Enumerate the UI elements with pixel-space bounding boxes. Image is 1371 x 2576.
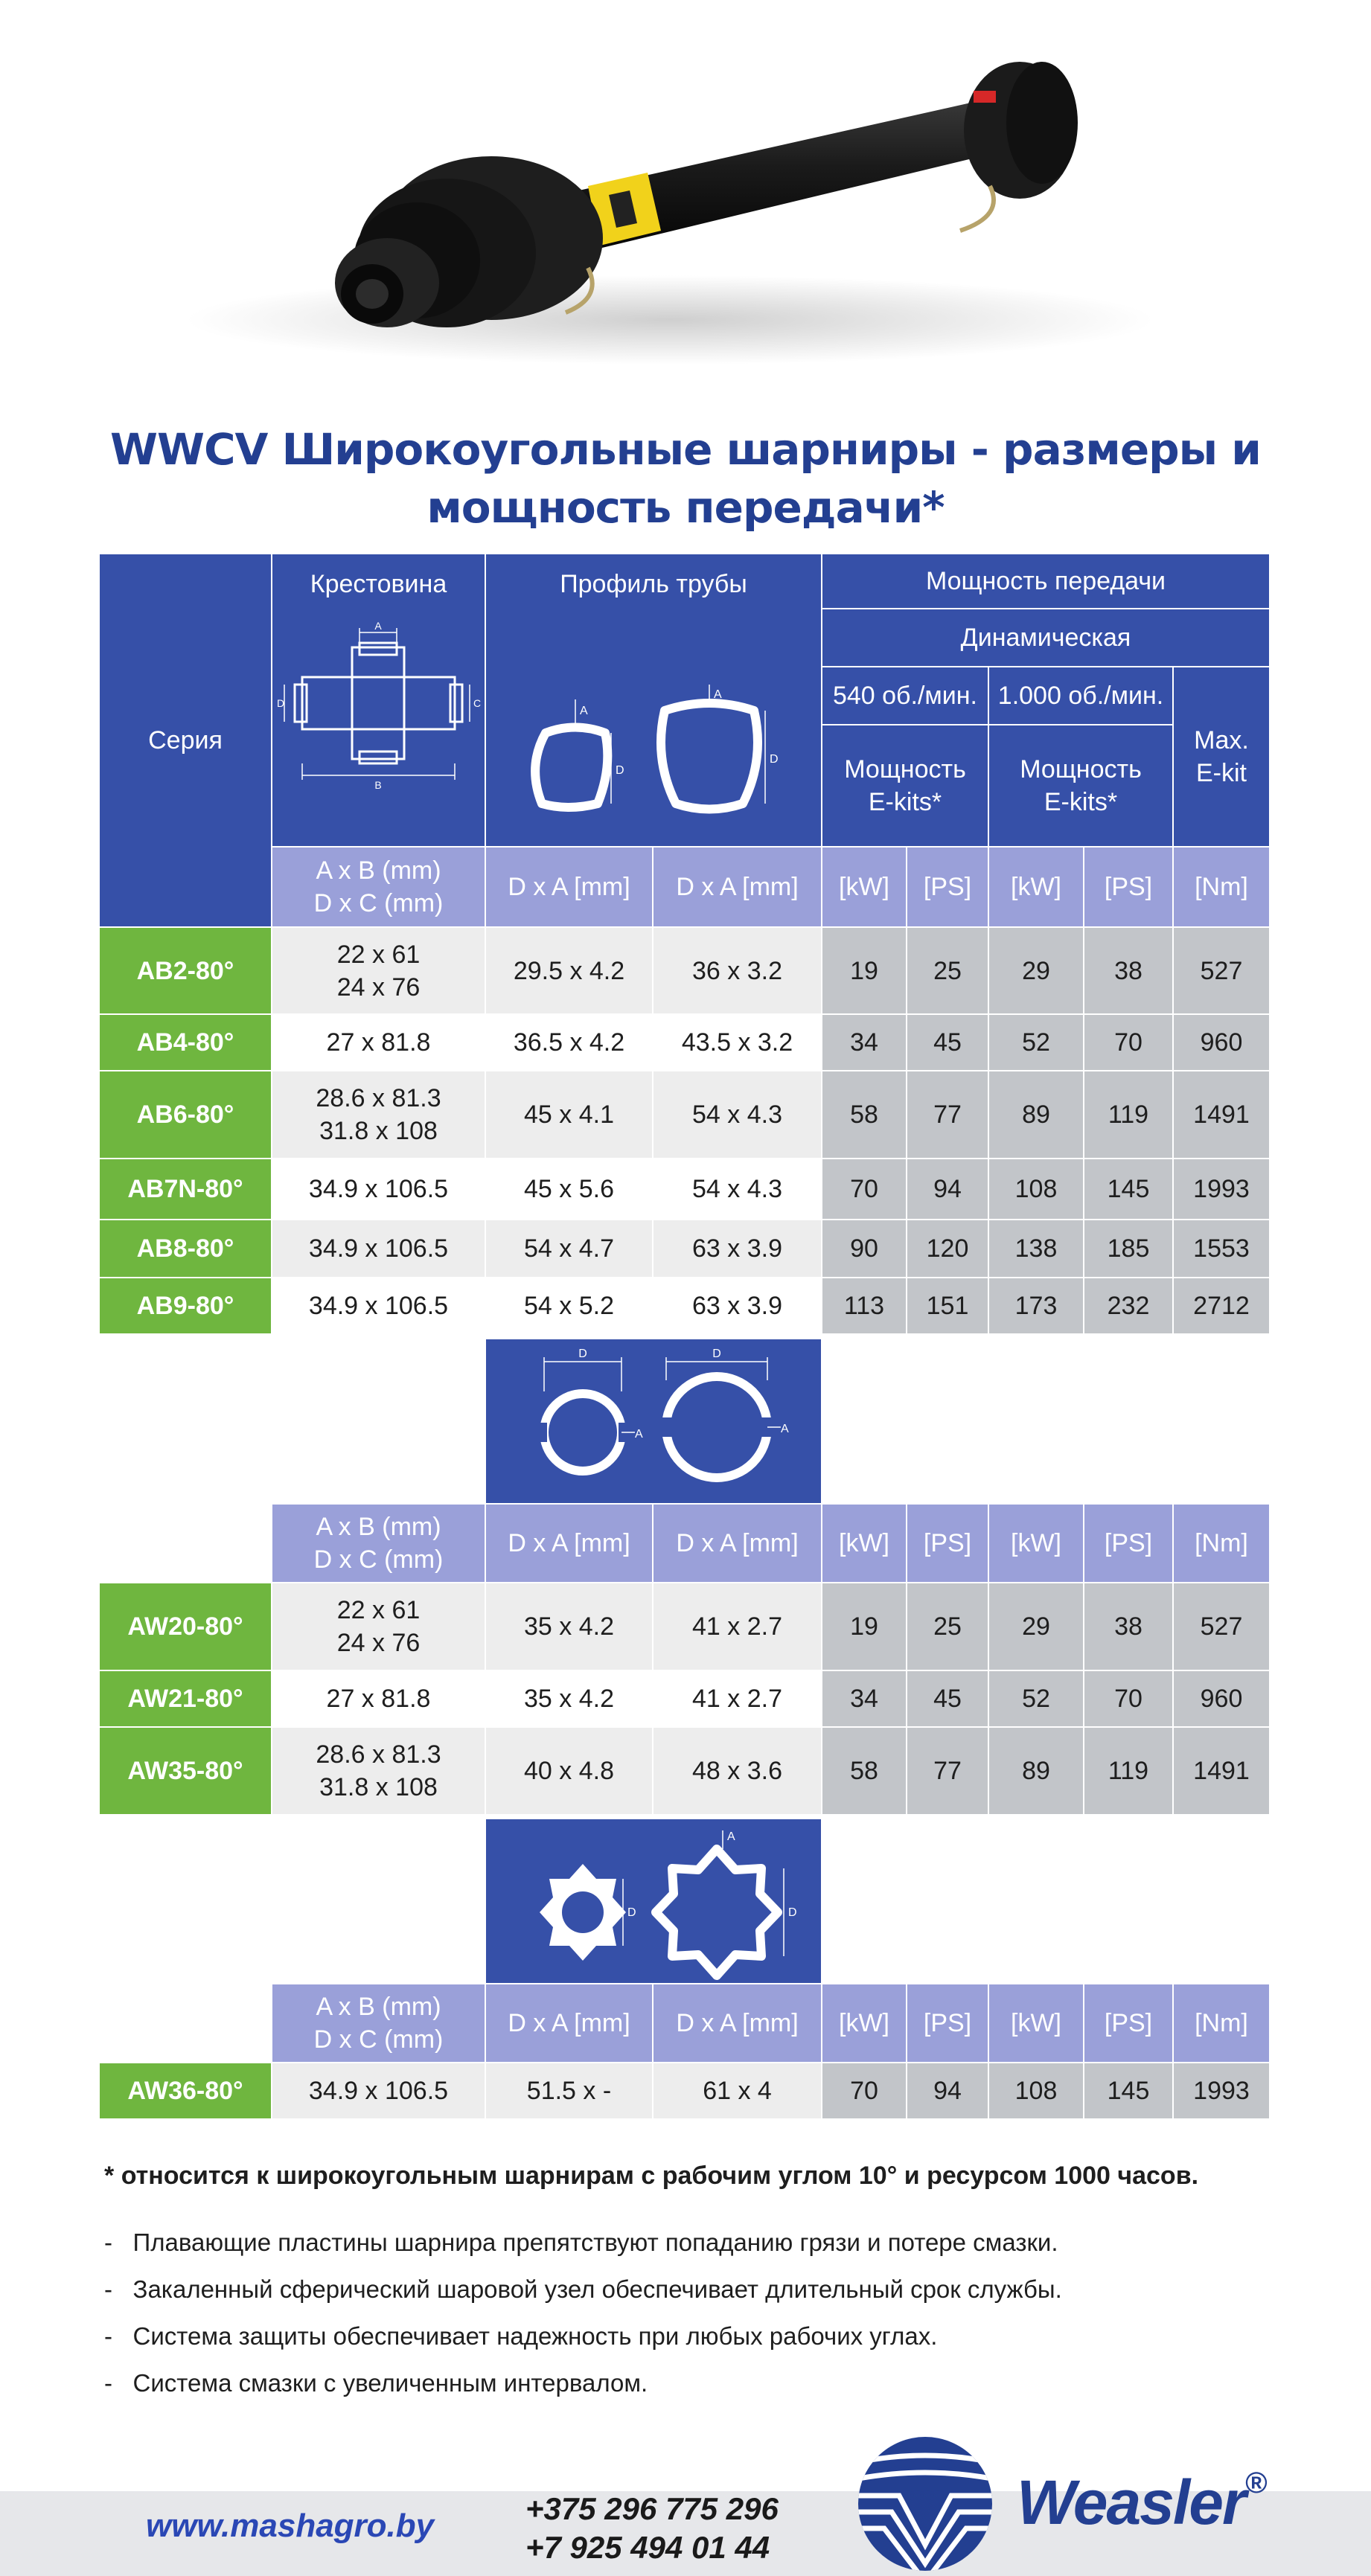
tube1-cell: 45 x 4.1 <box>486 1071 652 1158</box>
kw540-cell: 70 <box>822 1159 906 1219</box>
nm-cell: 1491 <box>1174 1071 1269 1158</box>
ps540-cell: 94 <box>907 1159 988 1219</box>
kw540-cell: 19 <box>822 928 906 1013</box>
footnote-star: * <box>104 2162 115 2190</box>
tube1-cell: 35 x 4.2 <box>486 1583 652 1670</box>
unit-ps-1000: [PS] <box>1084 848 1172 926</box>
ps540-cell: 151 <box>907 1278 988 1333</box>
star-tube-profile-icon <box>486 1819 821 1983</box>
svg-text:C: C <box>473 697 482 709</box>
series-cell: AB8-80° <box>100 1220 271 1277</box>
svg-text:A: A <box>374 620 382 632</box>
svg-text:D: D <box>277 697 285 709</box>
title-line-1: WWCV Широкоугольные шарниры - размеры и <box>110 424 1261 475</box>
unit-tube-1: D x A [mm] <box>486 1984 652 2062</box>
triangular-tube-profile-icon <box>486 670 821 841</box>
kw540-cell: 70 <box>822 2063 906 2118</box>
bullet-text: Закаленный сферический шаровой узел обеспечивает длительный срок службы. <box>132 2275 1062 2303</box>
brand-name: Weasler <box>1017 2467 1245 2537</box>
series-cell: AB4-80° <box>100 1015 271 1070</box>
ps540-cell: 25 <box>907 928 988 1013</box>
unit-ps-540: [PS] <box>907 1984 988 2062</box>
ps1000-cell: 70 <box>1084 1015 1172 1070</box>
driveshaft-product-image <box>0 0 1371 417</box>
unit-kw-540: [kW] <box>822 1505 906 1582</box>
tube2-cell: 43.5 x 3.2 <box>653 1015 821 1070</box>
unit-cross: A x B (mm) D x C (mm) <box>272 1505 485 1582</box>
series-cell: AB7N-80° <box>100 1159 271 1219</box>
ps540-cell: 45 <box>907 1015 988 1070</box>
ps1000-cell: 185 <box>1084 1220 1172 1277</box>
header-max-ekit: Max. E-kit <box>1174 667 1269 846</box>
cross-cell: 27 x 81.8 <box>272 1671 485 1726</box>
page-title <box>0 420 1371 536</box>
kw1000-cell: 173 <box>989 1278 1083 1333</box>
kw1000-cell: 108 <box>989 2063 1083 2118</box>
nm-cell: 1993 <box>1174 2063 1269 2118</box>
footnote-text: относится к широкоугольным шарнирам с рабочим углом 10° и ресурсом 1000 часов. <box>121 2162 1199 2190</box>
svg-text:D: D <box>578 1348 587 1360</box>
tube1-cell: 35 x 4.2 <box>486 1671 652 1726</box>
title-line-2: мощность передачи* <box>426 482 945 533</box>
svg-text:A: A <box>727 1830 735 1843</box>
ps540-cell: 25 <box>907 1583 988 1670</box>
unit-tube-2: D x A [mm] <box>653 1505 821 1582</box>
svg-text:A: A <box>635 1428 643 1441</box>
registered-mark: ® <box>1244 2467 1266 2499</box>
round-tube-profile-icon <box>486 1339 821 1503</box>
tube1-cell: 54 x 5.2 <box>486 1278 652 1333</box>
kw540-cell: 19 <box>822 1583 906 1670</box>
svg-text:D: D <box>616 764 624 777</box>
kw1000-cell: 52 <box>989 1671 1083 1726</box>
unit-ps-540: [PS] <box>907 1505 988 1582</box>
list-item <box>104 2322 937 2351</box>
unit-tube-2: D x A [mm] <box>653 848 821 926</box>
nm-cell: 1553 <box>1174 1220 1269 1277</box>
ps1000-cell: 70 <box>1084 1671 1172 1726</box>
unit-kw-1000: [kW] <box>989 1984 1083 2062</box>
ps1000-cell: 38 <box>1084 928 1172 1013</box>
kw1000-cell: 108 <box>989 1159 1083 1219</box>
unit-tube-1: D x A [mm] <box>486 848 652 926</box>
svg-text:D: D <box>770 753 779 766</box>
header-rpm-1000: 1.000 об./мин. <box>989 667 1172 724</box>
kw540-cell: 58 <box>822 1728 906 1814</box>
header-series: Серия <box>100 554 271 926</box>
ps540-cell: 45 <box>907 1671 988 1726</box>
bullet-dash: - <box>104 2322 112 2350</box>
list-item <box>104 2229 1058 2257</box>
header-power-ekits-1000: Мощность E-kits* <box>989 725 1172 846</box>
unit-cross: A x B (mm) D x C (mm) <box>272 1984 485 2062</box>
bullet-text: Плавающие пластины шарнира препятствуют попаданию грязи и потере смазки. <box>132 2229 1058 2256</box>
tube2-cell: 48 x 3.6 <box>653 1728 821 1814</box>
tube1-cell: 54 x 4.7 <box>486 1220 652 1277</box>
ps1000-cell: 38 <box>1084 1583 1172 1670</box>
ps540-cell: 77 <box>907 1071 988 1158</box>
nm-cell: 1993 <box>1174 1159 1269 1219</box>
tube2-cell: 54 x 4.3 <box>653 1071 821 1158</box>
cross-cell: 27 x 81.8 <box>272 1015 485 1070</box>
kw540-cell: 113 <box>822 1278 906 1333</box>
tube2-cell: 41 x 2.7 <box>653 1671 821 1726</box>
nm-cell: 1491 <box>1174 1728 1269 1814</box>
tube1-cell: 29.5 x 4.2 <box>486 928 652 1013</box>
nm-cell: 527 <box>1174 928 1269 1013</box>
cross-cell: 28.6 x 81.3 31.8 x 108 <box>272 1728 485 1814</box>
svg-text:B: B <box>374 779 382 791</box>
round-tube-profile-panel <box>486 1339 821 1503</box>
series-cell: AW36-80° <box>100 2063 271 2118</box>
unit-kw-540: [kW] <box>822 1984 906 2062</box>
kw1000-cell: 89 <box>989 1071 1083 1158</box>
website-link[interactable]: www.mashagro.by <box>146 2508 435 2544</box>
phone-1[interactable]: +375 296 775 296 <box>525 2491 779 2526</box>
cross-cell: 22 x 61 24 x 76 <box>272 928 485 1013</box>
bullet-dash: - <box>104 2369 112 2397</box>
unit-tube-2: D x A [mm] <box>653 1984 821 2062</box>
bullet-dash: - <box>104 2275 112 2303</box>
unit-kw-1000: [kW] <box>989 848 1083 926</box>
series-cell: AB6-80° <box>100 1071 271 1158</box>
series-cell: AB2-80° <box>100 928 271 1013</box>
star-tube-profile-panel <box>486 1819 821 1983</box>
svg-text:D: D <box>788 1906 797 1919</box>
phone-2[interactable]: +7 925 494 01 44 <box>525 2530 770 2565</box>
unit-kw-540: [kW] <box>822 848 906 926</box>
nm-cell: 960 <box>1174 1671 1269 1726</box>
kw540-cell: 34 <box>822 1671 906 1726</box>
kw1000-cell: 29 <box>989 1583 1083 1670</box>
kw540-cell: 90 <box>822 1220 906 1277</box>
header-power: Мощность передачи <box>822 554 1269 608</box>
weasler-logo-text <box>1017 2467 1265 2539</box>
series-cell: AW21-80° <box>100 1671 271 1726</box>
series-cell: AW20-80° <box>100 1583 271 1670</box>
nm-cell: 960 <box>1174 1015 1269 1070</box>
bullet-text: Система защиты обеспечивает надежность при любых рабочих углах. <box>132 2322 938 2350</box>
list-item <box>104 2369 648 2397</box>
ps1000-cell: 145 <box>1084 1159 1172 1219</box>
cross-cell: 22 x 61 24 x 76 <box>272 1583 485 1670</box>
cross-cell: 34.9 x 106.5 <box>272 1278 485 1333</box>
tube1-cell: 40 x 4.8 <box>486 1728 652 1814</box>
kw1000-cell: 29 <box>989 928 1083 1013</box>
weasler-globe-logo-icon <box>854 2433 996 2575</box>
ps1000-cell: 232 <box>1084 1278 1172 1333</box>
series-cell: AB9-80° <box>100 1278 271 1333</box>
ps1000-cell: 119 <box>1084 1728 1172 1814</box>
tube2-cell: 54 x 4.3 <box>653 1159 821 1219</box>
unit-nm: [Nm] <box>1174 1505 1269 1582</box>
tube2-cell: 41 x 2.7 <box>653 1583 821 1670</box>
svg-text:A: A <box>781 1423 789 1435</box>
bullet-dash: - <box>104 2229 112 2256</box>
kw1000-cell: 138 <box>989 1220 1083 1277</box>
unit-cross: A x B (mm) D x C (mm) <box>272 848 485 926</box>
unit-nm: [Nm] <box>1174 848 1269 926</box>
header-cross-label: Крестовина <box>310 570 447 598</box>
ps540-cell: 77 <box>907 1728 988 1814</box>
tube1-cell: 45 x 5.6 <box>486 1159 652 1219</box>
kw1000-cell: 52 <box>989 1015 1083 1070</box>
cross-cell: 34.9 x 106.5 <box>272 2063 485 2118</box>
svg-text:A: A <box>580 705 588 717</box>
header-rpm-540: 540 об./мин. <box>822 667 988 724</box>
header-tube-profile-label: Профиль трубы <box>560 570 747 598</box>
tube2-cell: 63 x 3.9 <box>653 1220 821 1277</box>
cross-cell: 34.9 x 106.5 <box>272 1159 485 1219</box>
tube2-cell: 61 x 4 <box>653 2063 821 2118</box>
unit-ps-540: [PS] <box>907 848 988 926</box>
kw540-cell: 34 <box>822 1015 906 1070</box>
bullet-text: Система смазки с увеличенным интервалом. <box>132 2369 648 2397</box>
nm-cell: 2712 <box>1174 1278 1269 1333</box>
unit-kw-1000: [kW] <box>989 1505 1083 1582</box>
svg-text:A: A <box>714 688 722 701</box>
unit-ps-1000: [PS] <box>1084 1505 1172 1582</box>
tube2-cell: 63 x 3.9 <box>653 1278 821 1333</box>
svg-text:D: D <box>712 1348 721 1360</box>
header-dynamic: Динамическая <box>822 609 1269 666</box>
footnote <box>104 2162 1198 2191</box>
ps1000-cell: 119 <box>1084 1071 1172 1158</box>
header-power-ekits-540: Мощность E-kits* <box>822 725 988 846</box>
kw1000-cell: 89 <box>989 1728 1083 1814</box>
kw540-cell: 58 <box>822 1071 906 1158</box>
nm-cell: 527 <box>1174 1583 1269 1670</box>
unit-nm: [Nm] <box>1174 1984 1269 2062</box>
tube1-cell: 36.5 x 4.2 <box>486 1015 652 1070</box>
list-item <box>104 2275 1062 2304</box>
ps1000-cell: 145 <box>1084 2063 1172 2118</box>
unit-tube-1: D x A [mm] <box>486 1505 652 1582</box>
ps540-cell: 120 <box>907 1220 988 1277</box>
series-cell: AW35-80° <box>100 1728 271 1814</box>
cross-cell: 34.9 x 106.5 <box>272 1220 485 1277</box>
ps540-cell: 94 <box>907 2063 988 2118</box>
tube1-cell: 51.5 x - <box>486 2063 652 2118</box>
cross-dimension-icon <box>272 610 485 833</box>
unit-ps-1000: [PS] <box>1084 1984 1172 2062</box>
tube2-cell: 36 x 3.2 <box>653 928 821 1013</box>
svg-text:D: D <box>627 1906 636 1919</box>
cross-cell: 28.6 x 81.3 31.8 x 108 <box>272 1071 485 1158</box>
